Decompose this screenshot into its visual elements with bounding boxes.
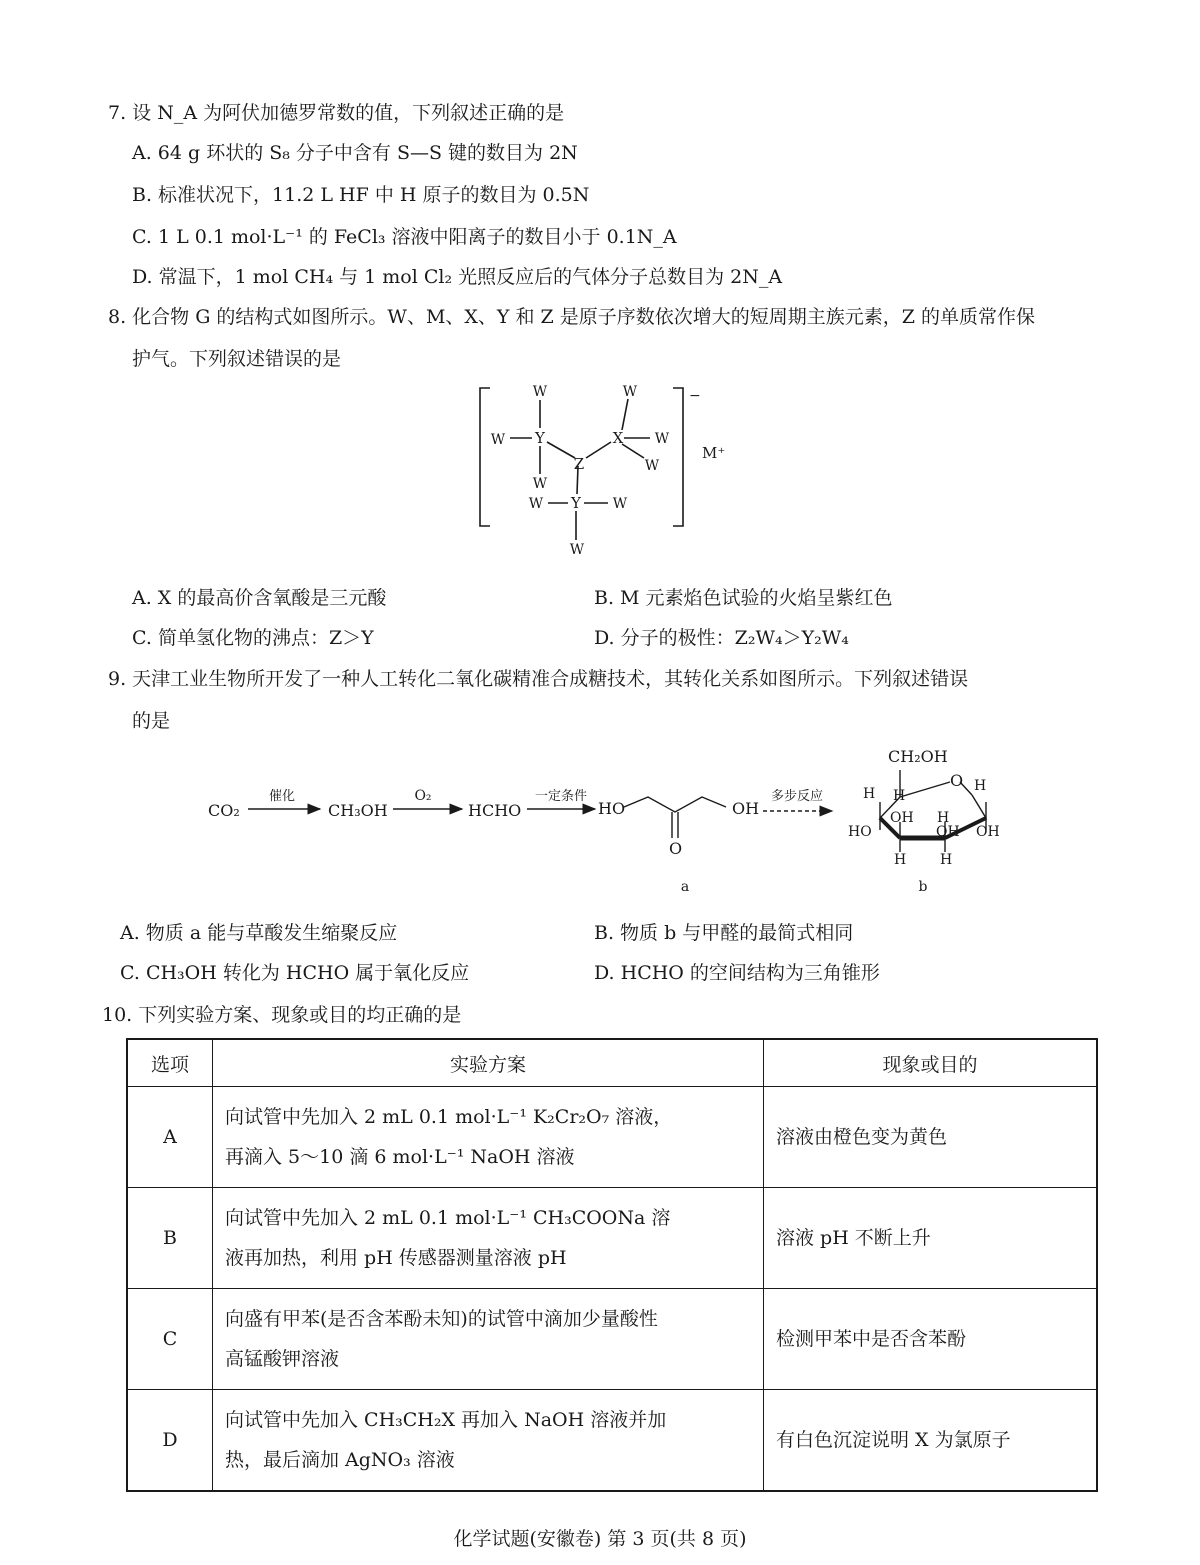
q9-stem-line2: 的是 <box>132 710 171 732</box>
atom-w: W <box>490 432 506 448</box>
header-option: 选项 <box>127 1039 213 1087</box>
a-carbonyl-o: O <box>669 839 683 858</box>
q8-option-c: C. 简单氢化物的沸点：Z＞Y <box>132 627 374 649</box>
q9-stem-line1: 9. 天津工业生物所开发了一种人工转化二氧化碳精准合成糖技术，其转化关系如图所示。下列叙述错误 <box>108 668 969 690</box>
label-b: b <box>918 879 928 895</box>
plan-line: 向盛有甲苯(是否含苯酚未知)的试管中滴加少量酸性 <box>225 1308 658 1330</box>
b-ch2oh: CH₂OH <box>888 747 948 766</box>
row-option: D <box>127 1390 213 1492</box>
plan-line: 热，最后滴加 AgNO₃ 溶液 <box>225 1449 455 1471</box>
q9-reaction-scheme <box>200 740 1020 910</box>
atom-x: X <box>612 429 624 447</box>
b-oh: OH <box>936 824 960 840</box>
row-option: B <box>127 1188 213 1289</box>
a-ho: HO <box>598 799 626 818</box>
q7-stem: 7. 设 N_A 为阿伏加德罗常数的值，下列叙述正确的是 <box>108 102 565 124</box>
a-oh: OH <box>732 799 760 818</box>
table-row <box>127 1188 1097 1289</box>
atom-w: W <box>644 458 660 474</box>
atom-w: W <box>532 476 548 492</box>
q8-stem-line2: 护气。下列叙述错误的是 <box>132 348 342 370</box>
atom-y: Y <box>571 494 581 512</box>
b-oh: OH <box>976 824 1000 840</box>
anion-charge: − <box>689 388 701 404</box>
plan-line: 向试管中先加入 2 mL 0.1 mol·L⁻¹ CH₃COONa 溶 <box>225 1207 671 1229</box>
plan-line: 向试管中先加入 CH₃CH₂X 再加入 NaOH 溶液并加 <box>225 1409 667 1431</box>
row-option: C <box>127 1289 213 1390</box>
q8-option-b: B. M 元素焰色试验的火焰呈紫红色 <box>594 587 893 609</box>
q8-stem-line1: 8. 化合物 G 的结构式如图所示。W、M、X、Y 和 Z 是原子序数依次增大的短周期主族元素，Z 的单质常作保 <box>108 306 1036 328</box>
b-h: H <box>940 852 953 868</box>
cation-label: M⁺ <box>702 444 726 462</box>
b-h: H <box>893 788 906 804</box>
row-plan <box>213 1390 764 1492</box>
header-result: 现象或目的 <box>764 1039 1098 1087</box>
atom-y: Y <box>535 429 545 447</box>
q9-option-a: A. 物质 a 能与草酸发生缩聚反应 <box>120 922 398 944</box>
atom-w: W <box>532 384 548 400</box>
hcho-label: HCHO <box>468 801 522 820</box>
q10-stem: 10. 下列实验方案、现象或目的均正确的是 <box>102 1004 462 1026</box>
plan-line: 液再加热，利用 pH 传感器测量溶液 pH <box>225 1247 567 1269</box>
ch3oh-label: CH₃OH <box>328 801 388 820</box>
row-result: 有白色沉淀说明 X 为氯原子 <box>764 1390 1098 1492</box>
row-option: A <box>127 1087 213 1188</box>
row-result: 检测甲苯中是否含苯酚 <box>764 1289 1098 1390</box>
label-a: a <box>680 879 690 895</box>
row-plan <box>213 1087 764 1188</box>
q9-option-d: D. HCHO 的空间结构为三角锥形 <box>594 962 880 984</box>
atom-z: Z <box>573 455 585 473</box>
cond-catalysis: 催化 <box>268 789 296 804</box>
cond-certain: 一定条件 <box>534 789 588 804</box>
plan-line: 再滴入 5～10 滴 6 mol·L⁻¹ NaOH 溶液 <box>225 1146 575 1168</box>
b-h: H <box>937 810 950 826</box>
b-oh: OH <box>890 810 914 826</box>
page-footer: 化学试题(安徽卷) 第 3 页(共 8 页) <box>453 1528 747 1550</box>
q7-option-a: A. 64 g 环状的 S₈ 分子中含有 S—S 键的数目为 2N <box>132 142 578 164</box>
cond-o2: O₂ <box>414 788 432 804</box>
table-row <box>127 1390 1097 1492</box>
header-plan: 实验方案 <box>213 1039 764 1087</box>
row-result: 溶液由橙色变为黄色 <box>764 1087 1098 1188</box>
atom-w: W <box>622 384 638 400</box>
b-h: H <box>894 852 907 868</box>
co2-label: CO₂ <box>208 801 240 820</box>
q9-option-c: C. CH₃OH 转化为 HCHO 属于氧化反应 <box>120 962 470 984</box>
b-h: H <box>863 786 876 802</box>
q8-option-d: D. 分子的极性：Z₂W₄＞Y₂W₄ <box>594 627 849 649</box>
table-header-row <box>127 1039 1097 1087</box>
row-result: 溶液 pH 不断上升 <box>764 1188 1098 1289</box>
table-row <box>127 1087 1097 1188</box>
experiment-table <box>126 1038 1098 1492</box>
atom-w: W <box>569 542 585 558</box>
b-ring-o: O <box>950 771 964 790</box>
atom-w: W <box>612 496 628 512</box>
plan-line: 向试管中先加入 2 mL 0.1 mol·L⁻¹ K₂Cr₂O₇ 溶液， <box>225 1106 673 1128</box>
row-plan <box>213 1188 764 1289</box>
q7-option-c: C. 1 L 0.1 mol·L⁻¹ 的 FeCl₃ 溶液中阳离子的数目小于 0.1N_A <box>132 226 677 248</box>
row-plan <box>213 1289 764 1390</box>
q8-structure-figure <box>470 380 750 565</box>
q8-option-a: A. X 的最高价含氧酸是三元酸 <box>132 587 387 609</box>
table-row <box>127 1289 1097 1390</box>
q7-option-b: B. 标准状况下，11.2 L HF 中 H 原子的数目为 0.5N <box>132 184 590 206</box>
b-h: H <box>974 778 987 794</box>
b-ho: HO <box>848 824 872 840</box>
q7-option-d: D. 常温下，1 mol CH₄ 与 1 mol Cl₂ 光照反应后的气体分子总数目为 2N_A <box>132 266 783 288</box>
q9-option-b: B. 物质 b 与甲醛的最简式相同 <box>594 922 854 944</box>
plan-line: 高锰酸钾溶液 <box>225 1348 340 1370</box>
cond-multistep: 多步反应 <box>770 789 824 804</box>
atom-w: W <box>528 496 544 512</box>
atom-w: W <box>654 431 670 447</box>
